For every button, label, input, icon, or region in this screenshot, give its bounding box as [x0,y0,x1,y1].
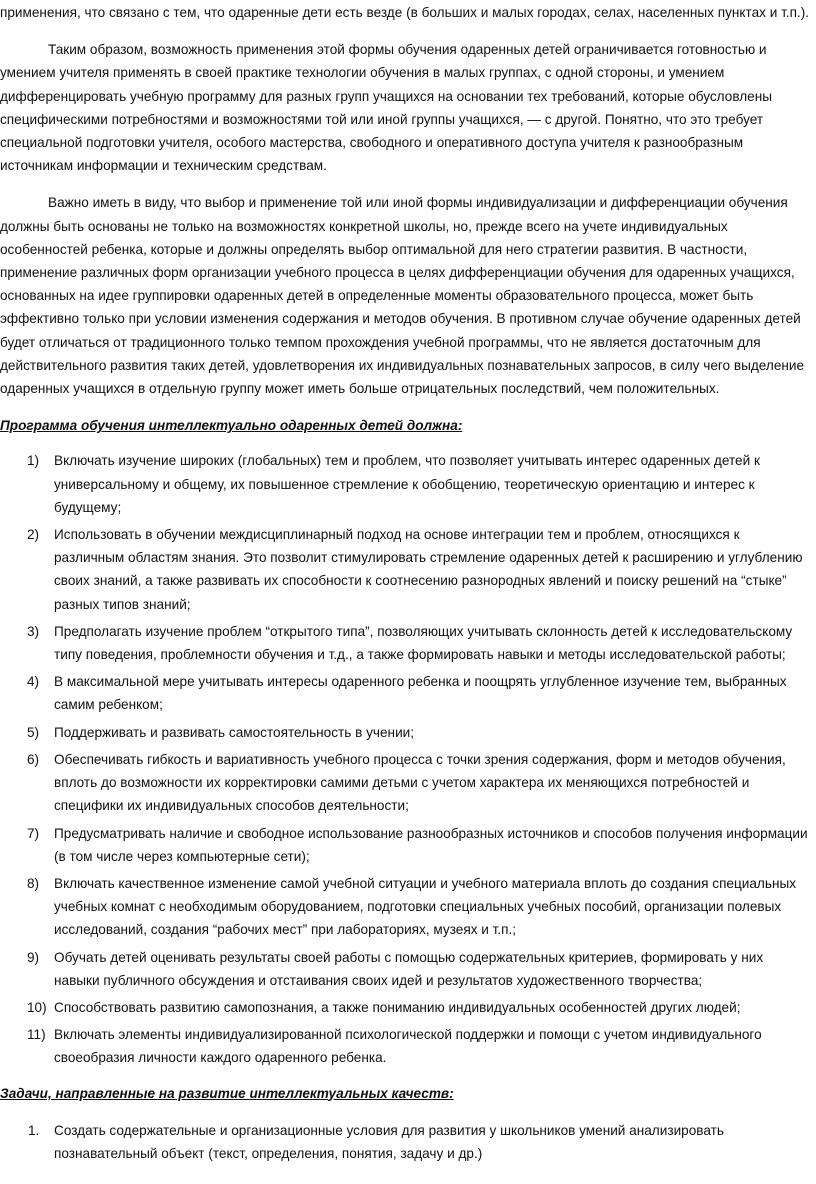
list-item-number: 7) [27,825,40,841]
list-item-text: Предусматривать наличие и свободное использование разнообразных источников и способов получения информации (в том числе через компьютерные сети); [54,825,808,864]
list-item-text: Поддерживать и развивать самостоятельность в учении; [54,724,415,740]
list-item [0,523,810,616]
list-item [0,946,810,992]
list-item-number: 1) [27,453,40,469]
list-item-text: Предполагать изучение проблем “открытого типа”, позволяющих учитывать склонность детей к исследовательскому типу поведения, проблемности обучения и т.д., а также формировать навыки и методы исследовательской работы; [54,623,793,663]
list-item [0,449,810,519]
list-item-number: 5) [27,724,40,740]
list-item-number: 10) [27,999,47,1015]
list-item-number: 3) [27,623,40,639]
list-item-text: В максимальной мере учитывать интересы одаренного ребенка и поощрять углубленное изучение тем, выбранных самим ребенком; [54,674,787,713]
list-item-number: 8) [27,875,40,891]
list-item [0,872,810,942]
list-item [0,1023,810,1069]
list-item-number: 4) [27,674,40,690]
list-item-number: 11) [27,1027,46,1043]
list-item [0,670,810,716]
list-item [0,822,810,868]
list-item [0,721,810,744]
tasks-list [0,1119,810,1165]
list-item [0,1119,810,1165]
program-requirements-list [0,449,810,1069]
list-item-number: 1. [28,1122,40,1138]
paragraph-continuation: применения, что связано с тем, что одаренные дети есть везде (в больших и малых городах, селах, населенных пунктах и т.п.). [0,5,810,20]
paragraph-2: Важно иметь в виду, что выбор и применение той или иной формы индивидуализации и дифференциации обучения должны быть основаны не только на возможностях конкретной школы, но, прежде всего на учете индивидуальных особенностей ребенка, которые и должны определять выбор оптимальной для него стратегии развития. В частности, применение различных форм организации учебного процесса в целях дифференциации обучения для одаренных учащихся, основанных на идее группировки одаренных детей в определенные моменты образовательного процесса, может быть эффективно только при условии изменения содержания и методов обучения. В противном случае обучение одаренных детей будет отличаться от традиционного только темпом прохождения учебной программы, что не является достаточным для действительного развития таких детей, удовлетворения их индивидуальных познавательных запросов, в силу чего выделение одаренных учащихся в отдельную группу может иметь больше отрицательных последствий, чем положительных. [0,195,805,397]
list-item-text: Включать качественное изменение самой учебной ситуации и учебного материала вплоть до создания специальных учебных комнат с необходимым оборудованием, подготовки специальных учебных пособий, организации полевых исследований, создания “рабочих мест” при лабораториях, музеях и т.п.; [54,875,797,938]
list-item [0,748,810,818]
list-item-text: Использовать в обучении междисциплинарный подход на основе интеграции тем и проблем, относящихся к различным областям знания. Это позволит стимулировать стремление одаренных детей к расширению и углублению своих знаний, а также развивать их способности к соотнесению разнородных явлений и поиску решений на “стыке” разных типов знаний; [54,527,803,612]
list-item-text: Создать содержательные и организационные условия для развития у школьников умений анализировать познавательный объект (текст, определения, понятия, задачу и др.) [54,1122,724,1161]
list-item [0,620,810,666]
list-item-text: Включать элементы индивидуализированной психологической поддержки и помощи с учетом индивидуального своеобразия личности каждого одаренного ребенка. [54,1027,762,1066]
list-item-text: Обеспечивать гибкость и вариативность учебного процесса с точки зрения содержания, форм и методов обучения, вплоть до возможности их корректировки самими детьми с учетом характера их меняющихся потребностей и специфики их индивидуальных способов деятельности; [54,751,786,814]
section-heading-tasks: Задачи, направленные на развитие интеллектуальных качеств: [0,1085,454,1101]
list-item-text: Способствовать развитию самопознания, а также пониманию индивидуальных особенностей других людей; [54,999,741,1015]
list-item-number: 6) [27,751,40,767]
list-item-number: 9) [27,949,40,965]
list-item-text: Включать изучение широких (глобальных) тем и проблем, что позволяет учитывать интерес одаренных детей к универсальному и общему, их повышенное стремление к обобщению, теоретическую ориентацию и интерес к будущему; [54,453,760,515]
list-item-text: Обучать детей оценивать результаты своей работы с помощью содержательных критериев, формировать у них навыки публичного обсуждения и отстаивания своих идей и результатов художественного творчества; [54,949,764,988]
list-item-number: 2) [27,527,40,543]
list-item [0,996,810,1019]
section-heading-program: Программа обучения интеллектуально одаренных детей должна: [0,418,463,434]
paragraph-1: Таким образом, возможность применения этой формы обучения одаренных детей ограничивается готовностью и умением учителя применять в своей практике технологии обучения в малых группах, с одной стороны, и умением дифференцировать учебную программу для разных групп учащихся на основании тех требований, которые обусловлены специфическими потребностями и возможностями той или иной группы учащихся, — с другой. Понятно, что это требует специальной подготовки учителя, особого мастерства, свободного и оперативного доступа учителя к разнообразным источникам информации и техническим средствам. [0,42,773,174]
